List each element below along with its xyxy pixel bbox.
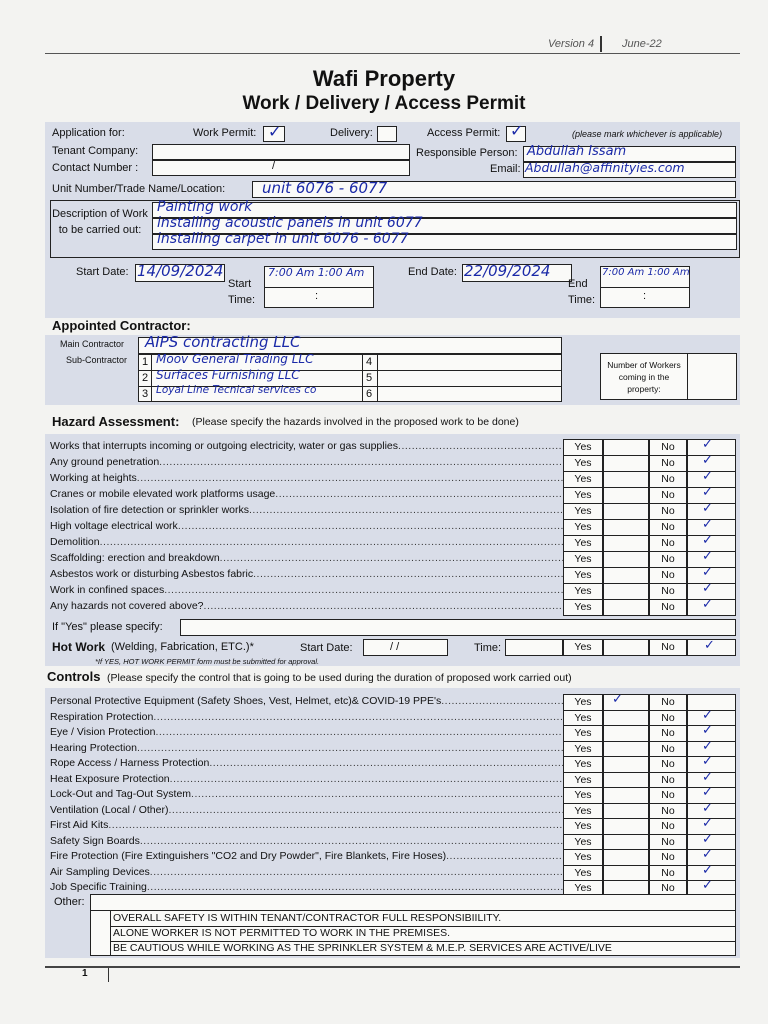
control-row xyxy=(50,850,590,862)
control-check-mark: ✓ xyxy=(702,769,713,785)
contact-number-label: Contact Number : xyxy=(52,162,139,174)
description-text-2: installing acoustic panels in unit 6077 xyxy=(157,215,423,231)
hazard-row xyxy=(50,488,590,500)
hazard-subheading: (Please specify the hazards involved in the proposed work to be done) xyxy=(192,416,519,428)
control-yes-tick-box[interactable] xyxy=(603,865,649,882)
hot-work-detail: (Welding, Fabrication, ETC.)* xyxy=(111,641,254,653)
control-item-label: Safety Sign Boards xyxy=(50,834,140,847)
hazard-yes-label: Yes xyxy=(574,457,592,469)
control-check-mark: ✓ xyxy=(702,878,713,893)
control-check-mark: ✓ xyxy=(702,723,713,738)
end-date-label: End Date: xyxy=(408,266,457,278)
hazard-row xyxy=(50,440,590,452)
hazard-no-label: No xyxy=(661,585,675,597)
contractor-heading: Appointed Contractor: xyxy=(52,318,191,333)
sub-num-5: 5 xyxy=(366,372,373,384)
control-yes-label: Yes xyxy=(574,820,592,832)
hazard-yes-tick-box[interactable] xyxy=(603,567,649,584)
end-time-colon-2: : xyxy=(643,290,647,302)
hazard-row xyxy=(50,456,590,468)
hazard-yes-tick-box[interactable] xyxy=(603,439,649,456)
hot-work-time-field[interactable] xyxy=(505,639,563,656)
hot-work-start-label: Start Date: xyxy=(300,642,353,654)
control-yes-label: Yes xyxy=(574,804,592,817)
end-time-label: End Time: xyxy=(568,278,596,306)
hazard-yes-tick-box[interactable] xyxy=(603,487,649,504)
email-label: Email: xyxy=(490,163,521,175)
unit-value: unit 6076 - 6077 xyxy=(262,179,388,197)
hazard-check-mark: ✓ xyxy=(702,581,713,596)
access-permit-label: Access Permit: xyxy=(427,127,501,139)
hazard-no-label: No xyxy=(661,601,675,613)
hazard-row xyxy=(50,504,590,516)
control-check-mark: ✓ xyxy=(702,707,713,723)
hazard-yes-label: Yes xyxy=(574,553,592,565)
hazard-yes-label: Yes xyxy=(574,441,592,453)
version-date: June-22 xyxy=(622,38,662,50)
control-row xyxy=(50,695,590,707)
sub-col-divider-b xyxy=(362,354,363,402)
sub-num-4: 4 xyxy=(366,356,373,368)
hot-work-label: Hot Work xyxy=(52,640,106,654)
control-yes-tick-box[interactable] xyxy=(603,849,649,866)
access-permit-mark: ✓ xyxy=(510,121,524,140)
hazard-yes-label: Yes xyxy=(574,601,592,613)
if-yes-label: If "Yes" please specify: xyxy=(52,621,163,633)
control-item-label: Personal Protective Equipment (Safety Shoes, Vest, Helmet, etc)& COVID-19 PPE's xyxy=(50,695,442,707)
hazard-yes-label: Yes xyxy=(574,569,592,581)
control-yes-label: Yes xyxy=(574,711,592,724)
hazard-check-mark: ✓ xyxy=(702,469,713,484)
work-permit-mark: ✓ xyxy=(268,122,282,141)
control-yes-tick-box[interactable] xyxy=(603,818,649,835)
application-label: Application for: xyxy=(52,127,125,139)
hazard-item-label: Asbestos work or disturbing Asbestos fabric xyxy=(50,568,254,580)
end-time-divider xyxy=(600,287,690,288)
control-item-label: First Aid Kits xyxy=(50,819,109,831)
control-yes-label: Yes xyxy=(574,773,592,786)
email-value: Abdullah@affinityies.com xyxy=(525,160,685,175)
control-check-mark: ✓ xyxy=(702,754,713,769)
control-item-label: Air Sampling Devices xyxy=(50,865,150,878)
hot-work-date-field[interactable] xyxy=(363,639,448,656)
hazard-heading: Hazard Assessment: xyxy=(52,414,180,429)
hazard-no-label: No xyxy=(661,441,675,453)
end-time-value: 7:00 Am 1:00 Am xyxy=(602,267,690,278)
control-item-label: Hearing Protection xyxy=(50,741,137,754)
hot-work-no-label: No xyxy=(661,641,675,653)
control-item-label: Fire Protection (Fire Extinguishers "CO2 and Dry Powder", Fire Blankets, Fire Hoses) xyxy=(50,850,447,862)
control-yes-tick-box[interactable] xyxy=(603,834,649,851)
hazard-yes-tick-box[interactable] xyxy=(603,599,649,616)
hot-work-time-label: Time: xyxy=(474,642,502,654)
hazard-no-label: No xyxy=(661,457,675,469)
end-date-value: 22/09/2024 xyxy=(464,262,551,280)
control-item-label: Respiration Protection xyxy=(50,710,154,723)
control-row xyxy=(50,866,590,878)
page-title: Wafi Property xyxy=(312,66,456,91)
control-no-label: No xyxy=(661,804,675,817)
control-yes-tick-box[interactable] xyxy=(603,772,649,789)
hazard-yes-tick-box[interactable] xyxy=(603,535,649,552)
control-row xyxy=(50,804,590,816)
hazard-no-label: No xyxy=(661,505,675,517)
page-subtitle: Work / Delivery / Access Permit xyxy=(242,93,526,114)
hazard-no-label: No xyxy=(661,537,675,549)
control-yes-tick-box[interactable] xyxy=(603,741,649,758)
control-check-mark: ✓ xyxy=(702,785,713,800)
main-contractor-label: Main Contractor xyxy=(60,339,125,349)
hazard-row xyxy=(50,536,590,548)
hazard-yes-tick-box[interactable] xyxy=(603,455,649,472)
description-text-1: Painting work xyxy=(157,199,253,215)
start-time-value: 7:00 Am 1:00 Am xyxy=(268,266,365,279)
control-item-label: Heat Exposure Protection xyxy=(50,772,170,785)
if-yes-field[interactable] xyxy=(180,619,736,636)
hazard-item-label: High voltage electrical work xyxy=(50,520,178,532)
hazard-item-label: Works that interrupts incoming or outgoing electricity, water or gas supplies xyxy=(50,440,399,452)
control-no-label: No xyxy=(661,866,675,879)
control-no-label: No xyxy=(661,727,675,739)
control-yes-tick-box[interactable] xyxy=(603,710,649,727)
control-item-label: Lock-Out and Tag-Out System xyxy=(50,788,192,800)
controls-heading: Controls xyxy=(47,669,101,684)
hazard-item-label: Any ground penetration xyxy=(50,456,160,468)
hazard-check-mark: ✓ xyxy=(702,485,713,500)
workers-count-field[interactable] xyxy=(688,354,736,399)
sub-col-divider-a xyxy=(151,354,152,402)
control-yes-tick-box[interactable] xyxy=(603,725,649,742)
sub-contractor-label: Sub-Contractor xyxy=(66,355,128,365)
hazard-yes-label: Yes xyxy=(574,473,592,485)
control-check-mark: ✓ xyxy=(702,862,713,878)
control-no-label: No xyxy=(661,742,675,755)
hazard-yes-label: Yes xyxy=(574,505,592,517)
tenant-company-field[interactable] xyxy=(152,144,410,160)
control-item-label: Rope Access / Harness Protection xyxy=(50,757,210,769)
hazard-check-mark: ✓ xyxy=(702,549,713,564)
sub-num-6: 6 xyxy=(366,388,373,400)
control-yes-label: Yes xyxy=(574,758,592,770)
control-row xyxy=(50,881,590,893)
safety-note-1: OVERALL SAFETY IS WITHIN TENANT/CONTRACTOR FULL RESPONSIBIILITY. xyxy=(110,911,736,927)
start-date-value: 14/09/2024 xyxy=(137,262,224,280)
control-no-label: No xyxy=(661,851,675,863)
control-no-label: No xyxy=(661,789,675,801)
hazard-check-mark: ✓ xyxy=(702,565,713,580)
control-yes-label: Yes xyxy=(574,882,592,894)
unit-label: Unit Number/Trade Name/Location: xyxy=(52,183,226,195)
control-item-label: Job Specific Training xyxy=(50,881,147,893)
description-text-3: installing carpet in unit 6076 - 6077 xyxy=(157,231,409,247)
hazard-item-label: Cranes or mobile elevated work platforms usage xyxy=(50,488,276,500)
control-check-mark: ✓ xyxy=(702,847,713,862)
control-yes-tick-box[interactable] xyxy=(603,694,649,711)
start-time-colon-2: : xyxy=(315,290,319,302)
page-number: 1 xyxy=(82,968,88,979)
other-label: Other: xyxy=(54,896,85,908)
control-yes-label: Yes xyxy=(574,696,592,708)
control-check-mark: ✓ xyxy=(702,738,713,754)
control-row xyxy=(50,835,590,847)
controls-subheading: (Please specify the control that is going to be used during the duration of proposed work carried out) xyxy=(107,672,572,684)
control-no-label: No xyxy=(661,758,675,770)
control-yes-tick-box[interactable] xyxy=(603,803,649,820)
safety-note-2: ALONE WORKER IS NOT PERMITTED TO WORK IN THE PREMISES. xyxy=(110,926,736,942)
start-date-label: Start Date: xyxy=(76,266,129,278)
hazard-row xyxy=(50,552,590,564)
hot-work-yes-label: Yes xyxy=(574,641,592,653)
contact-number-value: / xyxy=(272,160,276,172)
control-no-label: No xyxy=(661,696,675,708)
control-yes-label: Yes xyxy=(574,851,592,863)
control-check-mark: ✓ xyxy=(702,816,713,831)
sub-name-3: Loyal Line Tecnical services co xyxy=(156,384,317,396)
hazard-yes-label: Yes xyxy=(574,537,592,549)
control-item-label: Ventilation (Local / Other) xyxy=(50,803,169,816)
sub-name-2: Surfaces Furnishing LLC xyxy=(156,368,300,382)
hazard-item-label: Work in confined spaces xyxy=(50,584,165,596)
hazard-check-mark: ✓ xyxy=(702,437,713,452)
hazard-item-label: Isolation of fire detection or sprinkler works xyxy=(50,504,250,516)
hazard-item-label: Demolition xyxy=(50,536,100,548)
sub-col-divider-c xyxy=(377,354,378,402)
tenant-company-label: Tenant Company: xyxy=(52,145,139,157)
hazard-yes-label: Yes xyxy=(574,585,592,597)
hot-work-yes-tick-box[interactable] xyxy=(603,639,649,656)
delivery-label: Delivery: xyxy=(330,127,373,139)
hazard-row xyxy=(50,568,590,580)
hazard-no-label: No xyxy=(661,473,675,485)
control-row xyxy=(50,726,590,738)
hazard-row xyxy=(50,520,590,532)
hazard-check-mark: ✓ xyxy=(702,533,713,548)
hot-work-date-value: / / xyxy=(390,641,400,653)
hazard-yes-tick-box[interactable] xyxy=(603,503,649,520)
hazard-row xyxy=(50,472,590,484)
control-yes-tick-box[interactable] xyxy=(603,756,649,773)
hazard-yes-tick-box[interactable] xyxy=(603,471,649,488)
header-rule xyxy=(45,53,740,54)
control-row xyxy=(50,711,590,723)
hazard-yes-tick-box[interactable] xyxy=(603,551,649,568)
control-yes-label: Yes xyxy=(574,742,592,755)
main-contractor-value: AIPS contracting LLC xyxy=(145,333,301,351)
hazard-no-label: No xyxy=(661,521,675,533)
hot-work-note: *If YES, HOT WORK PERMIT form must be submitted for approval. xyxy=(95,657,320,666)
hazard-yes-tick-box[interactable] xyxy=(603,583,649,600)
workers-label: Number of Workers coming in the property: xyxy=(607,360,681,394)
application-note: (please mark whichever is applicable) xyxy=(572,129,723,139)
control-row xyxy=(50,742,590,754)
hazard-item-label: Working at heights xyxy=(50,472,137,484)
responsible-person-label: Responsible Person: xyxy=(416,147,518,159)
control-row xyxy=(50,819,590,831)
version-label: Version 4 xyxy=(548,38,595,50)
sub-name-1: Moov General Trading LLC xyxy=(156,352,314,366)
hazard-yes-tick-box[interactable] xyxy=(603,519,649,536)
control-row xyxy=(50,788,590,800)
hot-work-no-tick: ✓ xyxy=(704,638,715,653)
hazard-check-mark: ✓ xyxy=(702,517,713,532)
hazard-item-label: Any hazards not covered above? xyxy=(50,600,204,612)
work-permit-label: Work Permit: xyxy=(193,127,257,139)
hazard-row xyxy=(50,584,590,596)
control-item-label: Eye / Vision Protection xyxy=(50,726,156,738)
control-yes-label: Yes xyxy=(574,727,592,739)
control-yes-label: Yes xyxy=(574,866,592,879)
hazard-check-mark: ✓ xyxy=(702,597,713,612)
hazard-check-mark: ✓ xyxy=(702,501,713,516)
hazard-no-label: No xyxy=(661,489,675,501)
sub-num-1: 1 xyxy=(142,356,149,368)
control-check-mark: ✓ xyxy=(612,692,623,707)
hazard-check-mark: ✓ xyxy=(702,453,713,468)
hazard-yes-label: Yes xyxy=(574,489,592,501)
control-no-label: No xyxy=(661,711,675,724)
contact-number-field[interactable] xyxy=(152,160,410,176)
control-row xyxy=(50,773,590,785)
description-label: Description of Work to be carried out: xyxy=(52,208,148,236)
control-row xyxy=(50,757,590,769)
hazard-item-label: Scaffolding: erection and breakdown xyxy=(50,552,220,564)
start-time-label: Start Time: xyxy=(228,278,256,306)
control-yes-label: Yes xyxy=(574,835,592,848)
control-check-mark: ✓ xyxy=(702,831,713,847)
footer-divider xyxy=(108,968,109,982)
control-no-label: No xyxy=(661,820,675,832)
responsible-person-value: Abdullah Issam xyxy=(527,144,627,159)
hazard-row xyxy=(50,600,590,612)
sub-num-2: 2 xyxy=(142,372,149,384)
control-yes-tick-box[interactable] xyxy=(603,787,649,804)
delivery-checkbox[interactable] xyxy=(377,126,397,142)
hazard-no-label: No xyxy=(661,553,675,565)
control-yes-label: Yes xyxy=(574,789,592,801)
hazard-yes-label: Yes xyxy=(574,521,592,533)
hazard-no-label: No xyxy=(661,569,675,581)
sub-num-3: 3 xyxy=(142,388,149,400)
footer-rule xyxy=(45,966,740,968)
start-time-divider xyxy=(264,287,374,288)
safety-note-3: BE CAUTIOUS WHILE WORKING AS THE SPRINKLER SYSTEM & M.E.P. SERVICES ARE ACTIVE/LIVE xyxy=(113,942,612,954)
control-no-label: No xyxy=(661,835,675,848)
control-no-label: No xyxy=(661,882,675,894)
control-no-label: No xyxy=(661,773,675,786)
control-check-mark: ✓ xyxy=(702,800,713,816)
header-divider xyxy=(600,36,602,52)
